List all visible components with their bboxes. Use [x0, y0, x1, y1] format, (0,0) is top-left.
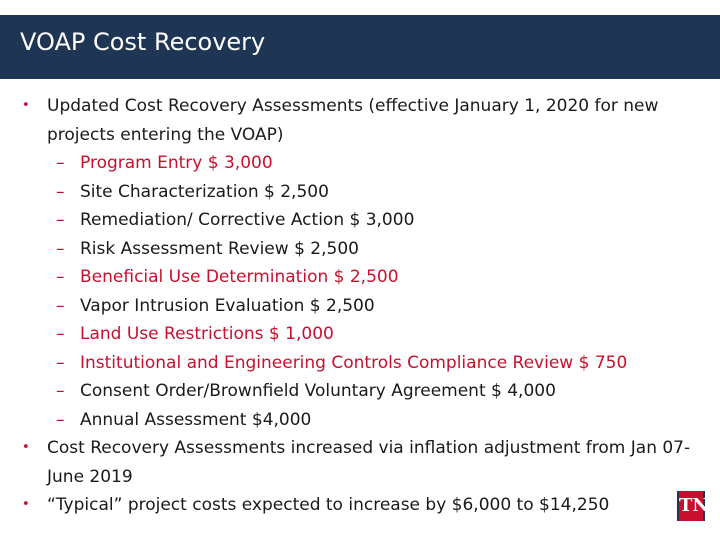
sub-item — [22, 206, 712, 235]
sub-item — [22, 377, 712, 406]
dash-icon: – — [56, 324, 65, 344]
sub-item-text: Risk Assessment Review $ 2,500 — [80, 238, 359, 259]
dash-icon: – — [56, 409, 65, 430]
title-bar — [0, 15, 720, 79]
dash-icon: – — [56, 295, 65, 316]
dash-icon: – — [56, 352, 65, 373]
bullet-dot-icon: • — [22, 440, 30, 455]
tn-logo: TN — [677, 491, 705, 521]
sub-item — [22, 178, 712, 207]
bullet-text: “Typical” project costs expected to increase by $6,000 to $14,250 — [47, 495, 610, 515]
slide-content — [22, 92, 712, 520]
sub-item — [22, 320, 712, 349]
sub-item — [22, 149, 712, 178]
bullet-item — [22, 434, 712, 491]
sub-item-text: Remediation/ Corrective Action $ 3,000 — [80, 210, 415, 230]
sub-item-text: Beneficial Use Determination $ 2,500 — [80, 267, 399, 287]
bullet-item — [22, 491, 712, 520]
sub-item-text: Consent Order/Brownfield Voluntary Agreement $ 4,000 — [80, 381, 556, 401]
sub-item — [22, 406, 712, 435]
dash-icon: – — [56, 267, 65, 287]
sub-item-text: Vapor Intrusion Evaluation $ 2,500 — [80, 295, 375, 316]
sub-item — [22, 349, 712, 378]
sub-item — [22, 235, 712, 264]
dash-icon: – — [56, 153, 65, 173]
slide-title: VOAP Cost Recovery — [20, 28, 266, 56]
sub-item-text: Institutional and Engineering Controls Compliance Review $ 750 — [80, 352, 628, 373]
sub-item-text: Program Entry $ 3,000 — [80, 153, 273, 173]
bullet-dot-icon: • — [22, 497, 30, 512]
dash-icon: – — [56, 381, 65, 401]
sub-item-text: Annual Assessment $4,000 — [80, 409, 312, 430]
sub-item-text: Site Characterization $ 2,500 — [80, 181, 329, 202]
sub-item — [22, 263, 712, 292]
bullet-dot-icon: • — [22, 98, 30, 113]
dash-icon: – — [56, 238, 65, 259]
bullet-text: Cost Recovery Assessments increased via inflation adjustment from Jan 07-June 2019 — [47, 438, 691, 487]
sub-item-text: Land Use Restrictions $ 1,000 — [80, 324, 334, 344]
bullet-item — [22, 92, 712, 149]
bullet-text: Updated Cost Recovery Assessments (effective January 1, 2020 for new projects entering the VOAP) — [47, 96, 659, 145]
sub-item — [22, 292, 712, 321]
dash-icon: – — [56, 181, 65, 202]
dash-icon: – — [56, 210, 65, 230]
